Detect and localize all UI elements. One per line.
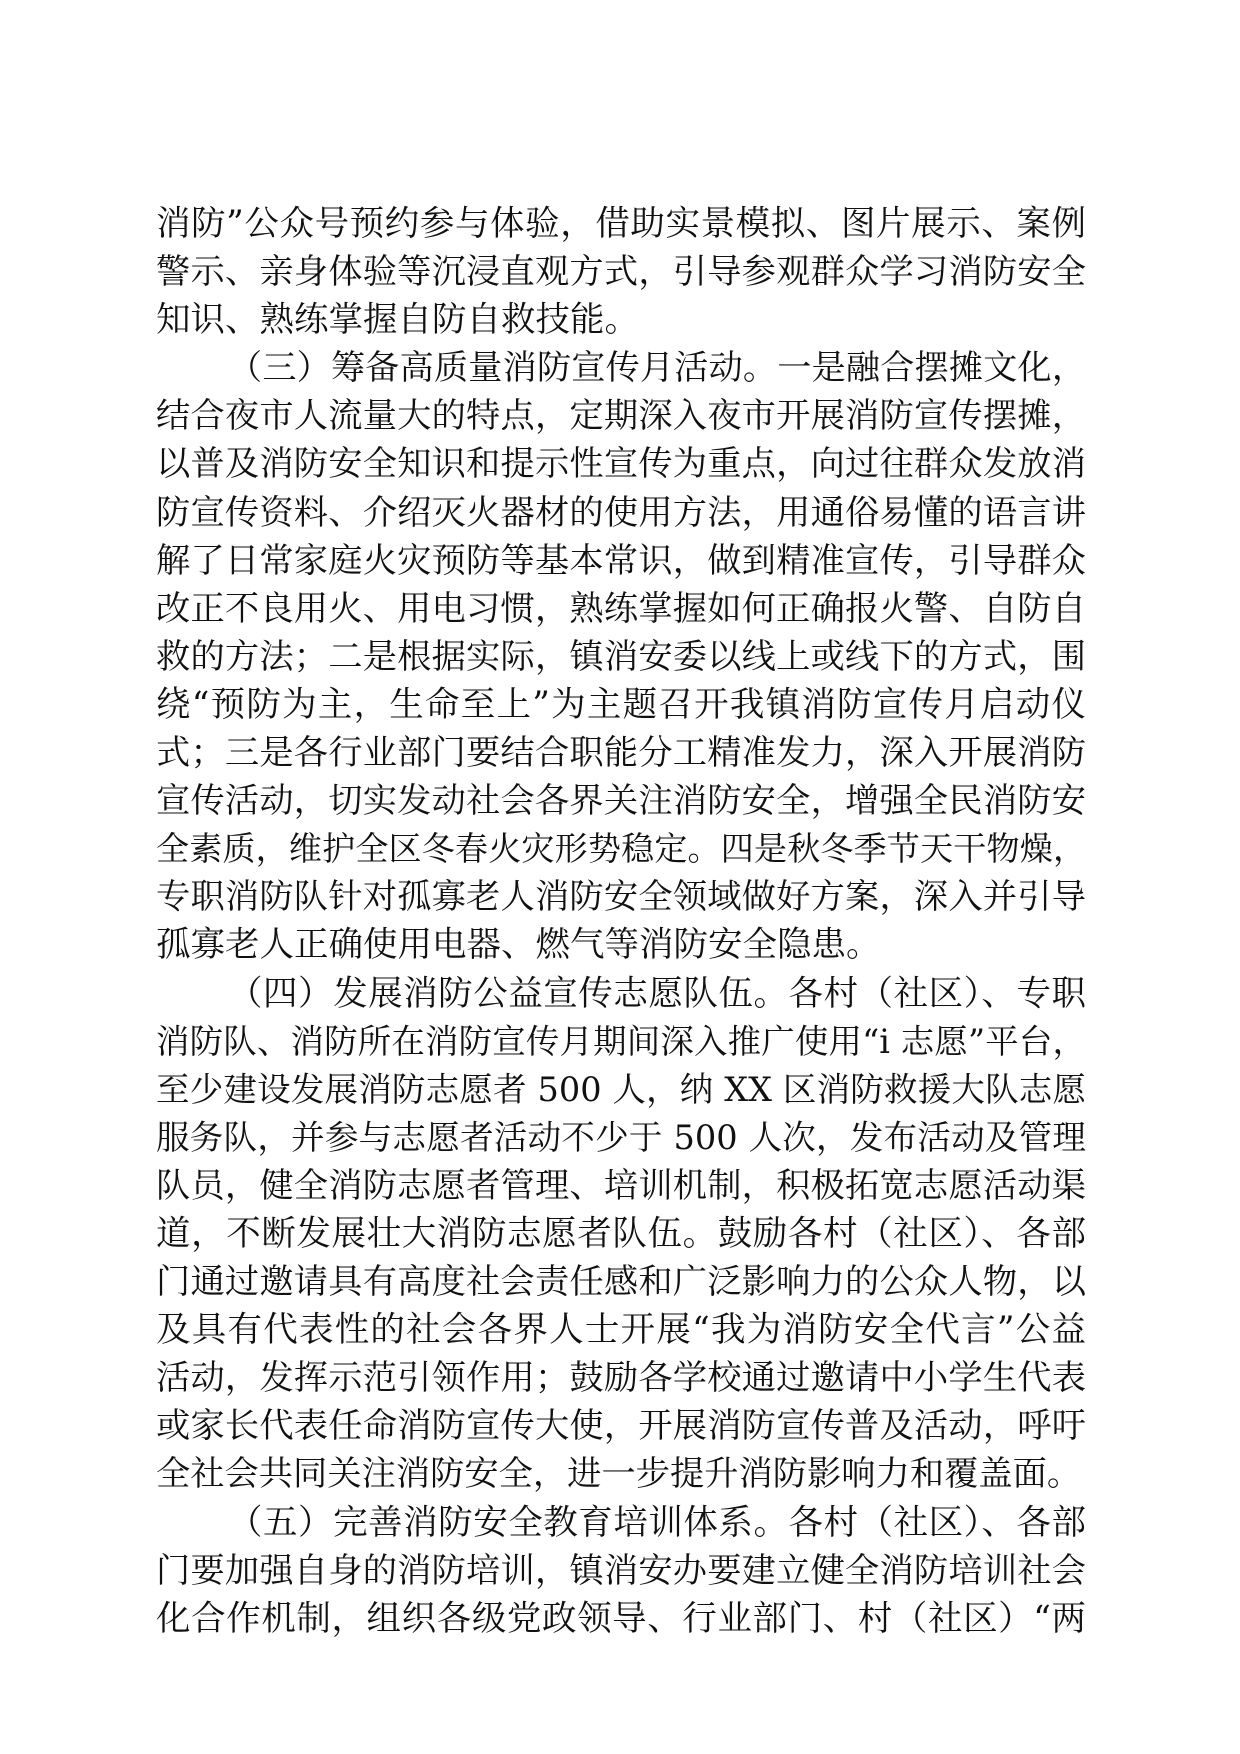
paragraph — [156, 344, 1086, 969]
text-line: 绕“预防为主，生命至上”为主题召开我镇消防宣传月启动仪 — [156, 684, 1086, 725]
paragraph — [156, 200, 1086, 344]
text-line: 门要加强自身的消防培训，镇消安办要建立健全消防培训社会 — [156, 1550, 1086, 1591]
text-line: 化合作机制，组织各级党政领导、行业部门、村（社区）“两 — [156, 1598, 1086, 1639]
text-line: 知识、熟练掌握自防自救技能。 — [156, 300, 639, 341]
text-line: 警示、亲身体验等沉浸直观方式，引导参观群众学习消防安全 — [156, 252, 1086, 293]
text-line: 结合夜市人流量大的特点，定期深入夜市开展消防宣传摆摊， — [156, 396, 1086, 437]
text-line: （三）筹备高质量消防宣传月活动。一是融合摆摊文化， — [228, 348, 1086, 389]
text-line: 防宣传资料、介绍灭火器材的使用方法，用通俗易懂的语言讲 — [156, 492, 1086, 533]
text-line: 专职消防队针对孤寡老人消防安全领域做好方案，深入并引导 — [156, 877, 1086, 918]
text-line: （五）完善消防安全教育培训体系。各村（社区）、各部 — [228, 1502, 1086, 1543]
text-line: 救的方法；二是根据实际，镇消安委以线上或线下的方式，围 — [156, 636, 1086, 677]
text-line: 及具有代表性的社会各界人士开展“我为消防安全代言”公益 — [156, 1310, 1086, 1351]
text-line: 式；三是各行业部门要结合职能分工精准发力，深入开展消防 — [156, 733, 1086, 774]
text-line: 活动，发挥示范引领作用；鼓励各学校通过邀请中小学生代表 — [156, 1358, 1086, 1399]
document-body — [156, 200, 1086, 1643]
text-line: 全素质，维护全区冬春火灾形势稳定。四是秋冬季节天干物燥， — [156, 829, 1086, 869]
text-line: 孤寡老人正确使用电器、燃气等消防安全隐患。 — [156, 925, 881, 966]
text-line: 以普及消防安全知识和提示性宣传为重点，向过往群众发放消 — [156, 444, 1086, 485]
text-line: （四）发展消防公益宣传志愿队伍。各村（社区）、专职 — [228, 973, 1086, 1014]
text-line: 解了日常家庭火灾预防等基本常识，做到精准宣传，引导群众 — [156, 540, 1086, 581]
text-line: 门通过邀请具有高度社会责任感和广泛影响力的公众人物，以 — [156, 1262, 1086, 1303]
paragraph — [156, 1499, 1086, 1643]
text-line: 服务队，并参与志愿者活动不少于 500 人次，发布活动及管理 — [156, 1117, 1086, 1157]
text-line: 宣传活动，切实发动社会各界关注消防安全，增强全民消防安 — [156, 781, 1086, 822]
text-line: 队员，健全消防志愿者管理、培训机制，积极拓宽志愿活动渠 — [156, 1165, 1086, 1206]
text-line: 改正不良用火、用电习惯，熟练掌握如何正确报火警、自防自 — [156, 588, 1086, 629]
text-line: 至少建设发展消防志愿者 500 人，纳 XX 区消防救援大队志愿 — [156, 1069, 1086, 1109]
text-line: 全社会共同关注消防安全，进一步提升消防影响力和覆盖面。 — [156, 1454, 1082, 1495]
text-line: 消防”公众号预约参与体验，借助实景模拟、图片展示、案例 — [156, 204, 1086, 244]
text-line: 或家长代表任命消防宣传大使，开展消防宣传普及活动，呼吁 — [156, 1406, 1086, 1447]
text-line: 道，不断发展壮大消防志愿者队伍。鼓励各村（社区）、各部 — [156, 1213, 1086, 1254]
paragraph — [156, 970, 1086, 1499]
text-line: 消防队、消防所在消防宣传月期间深入推广使用“i 志愿”平台， — [156, 1021, 1086, 1061]
